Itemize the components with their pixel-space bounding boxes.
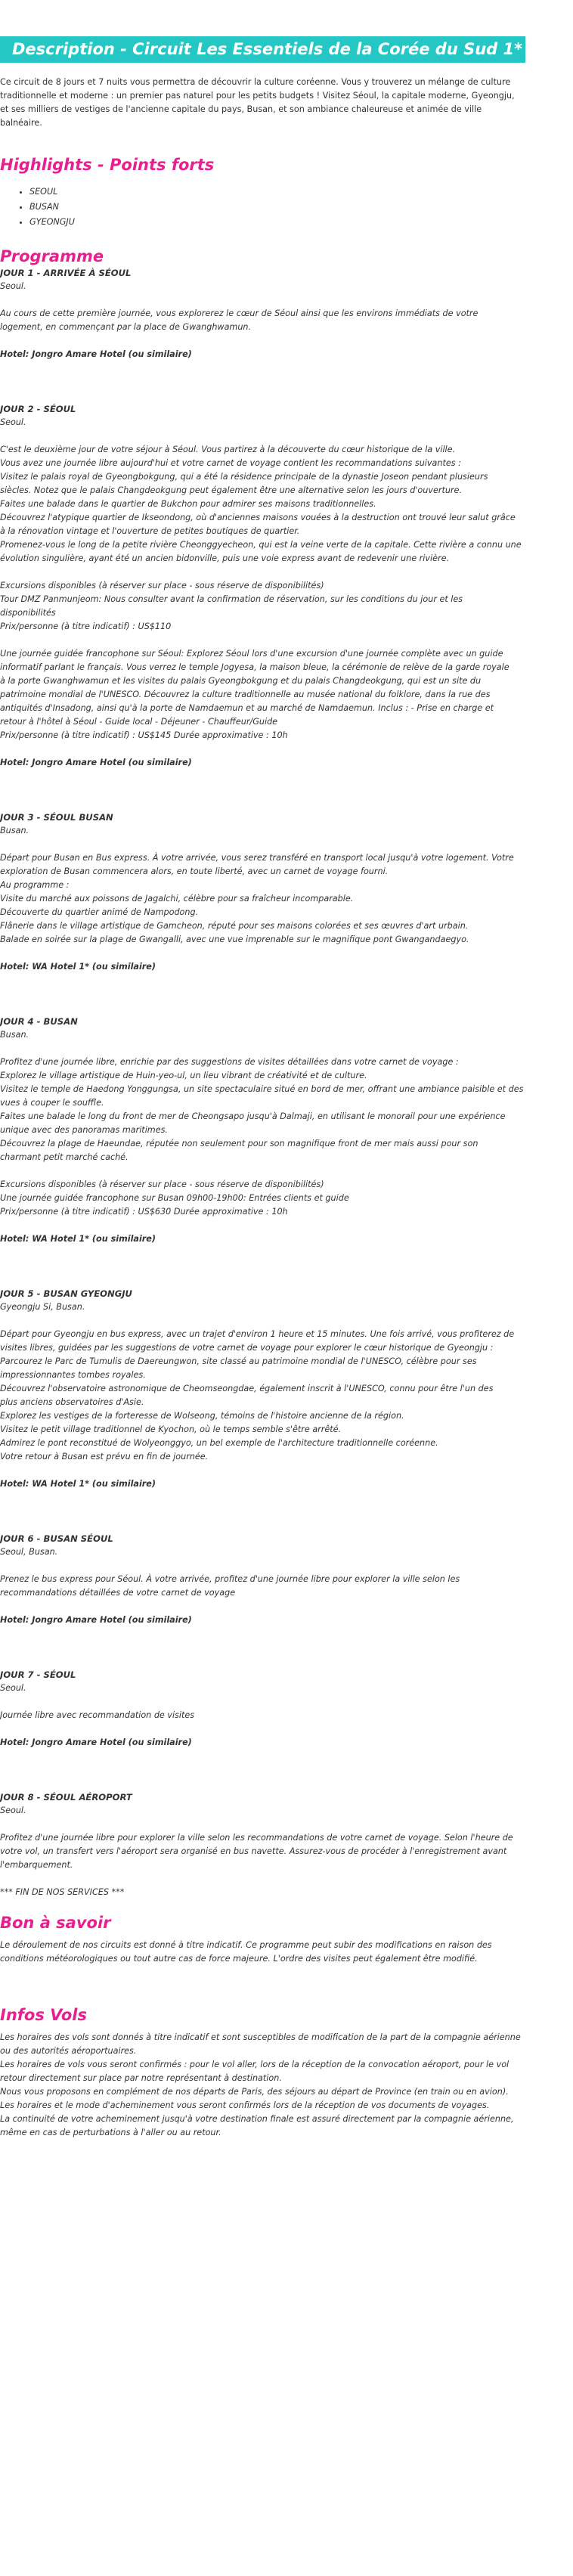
day-description-line: impressionnantes tombes royales.	[0, 1370, 146, 1380]
day-location: Busan.	[0, 826, 29, 835]
intro-line: Ce circuit de 8 jours et 7 nuits vous permettra de découvrir la culture coréenne. Vous y trouverez un mélange de culture	[0, 77, 511, 87]
highlights-heading: Highlights - Points forts	[0, 156, 215, 174]
day-description-line: votre vol, un transfert vers l'aéroport sera organisé en bus navette. Assurez-vous de procéder à l'enregistrement avant	[0, 1846, 507, 1856]
day-hotel: Hotel: WA Hotel 1* (ou similaire)	[0, 1479, 156, 1489]
highlight-item: • GYEONGJU	[29, 215, 573, 230]
infos-vols-line: retour directement sur place par notre représentant à destination.	[0, 2073, 282, 2083]
day-description-line: unique avec des panoramas maritimes.	[0, 1125, 168, 1135]
day-description-line: siècles. Notez que le palais Changdeokgung peut également être une alternative selon les jours d'ouverture.	[0, 485, 462, 495]
day-section	[0, 402, 573, 770]
day-description-line: Faites une balade dans le quartier de Bukchon pour admirer ses maisons traditionnelles.	[0, 499, 376, 509]
page-title: Description - Circuit Les Essentiels de la Corée du Sud 1*	[0, 36, 525, 63]
excursion-line: Prix/personne (à titre indicatif) : US$110	[0, 622, 172, 631]
day-hotel: Hotel: Jongro Amare Hotel (ou similaire)	[0, 758, 192, 767]
infos-vols-text	[0, 2031, 573, 2140]
day-title: JOUR 5 - BUSAN GYEONGJU	[0, 1288, 132, 1299]
day-description-line: Départ pour Gyeongju en bus express, avec un trajet d'environ 1 heure et 15 minutes. Une fois arrivé, vous profiterez de	[0, 1329, 515, 1339]
infos-vols-line: même en cas de perturbations à l'aller ou au retour.	[0, 2128, 221, 2137]
intro-text	[0, 76, 573, 130]
excursion-line: Excursions disponibles (à réserver sur place - sous réserve de disponibilités)	[0, 1180, 324, 1189]
day-description-line: Explorez le village artistique de Huin-yeo-ul, un lieu vibrant de créativité et de culture.	[0, 1071, 367, 1080]
day-description-line: Explorez les vestiges de la forteresse de Wolseong, témoins de l'histoire ancienne de la région.	[0, 1411, 404, 1421]
intro-line: balnéaire.	[0, 118, 42, 128]
day-description-line: logement, en commençant par la place de Gwanghwamun.	[0, 322, 252, 332]
excursion-detail-line: informatif parlant le français. Vous verrez le temple Jogyesa, la maison bleue, la cérémonie de relève de la garde royale	[0, 662, 510, 672]
programme-days	[0, 266, 573, 1899]
day-hotel: Hotel: Jongro Amare Hotel (ou similaire)	[0, 1737, 192, 1747]
day-description-line: à la rénovation vintage et l'ouverture de petites boutiques de quartier.	[0, 526, 300, 536]
day-description-line: visites libres, guidées par les suggestions de votre carnet de voyage pour explorer le cœur historique de Gyeongju :	[0, 1343, 494, 1353]
day-section	[0, 1668, 573, 1750]
infos-vols-line: ou des autorités aéroportuaires.	[0, 2046, 137, 2056]
highlights-list	[0, 184, 573, 230]
day-title: JOUR 4 - BUSAN	[0, 1016, 78, 1027]
day-description-line: Prenez le bus express pour Séoul. À votre arrivée, profitez d'une journée libre pour explorer la ville selon les	[0, 1574, 460, 1584]
day-title: JOUR 8 - SÉOUL AÉROPORT	[0, 1792, 132, 1803]
day-description-line: Vous avez une journée libre aujourd'hui et votre carnet de voyage contient les recommandations suivantes :	[0, 458, 461, 468]
day-description-line: Découvrez l'atypique quartier de Ikseondong, où d'anciennes maisons vouées à la destruction ont trouvé leur salut grâce	[0, 513, 516, 522]
day-hotel: Hotel: WA Hotel 1* (ou similaire)	[0, 1234, 156, 1244]
day-title: JOUR 6 - BUSAN SÉOUL	[0, 1533, 113, 1544]
excursion-line: disponibilités	[0, 608, 56, 618]
day-description-line: Au programme :	[0, 880, 70, 890]
excursion-detail-line: Prix/personne (à titre indicatif) : US$145 Durée approximative : 10h	[0, 730, 288, 740]
excursion-detail-line: retour à l'hôtel à Séoul - Guide local - Déjeuner - Chauffeur/Guide	[0, 717, 278, 727]
day-title: JOUR 3 - SÉOUL BUSAN	[0, 812, 113, 823]
day-location: Busan.	[0, 1030, 29, 1040]
day-description-line: Visitez le palais royal de Gyeongbokgung, qui a été la résidence principale de la dynastie Joseon pendant plusieurs	[0, 472, 488, 482]
infos-vols-line: La continuité de votre acheminement jusqu'à votre destination finale est assuré directement par la compagnie aérienne,	[0, 2114, 514, 2124]
day-description-line: Votre retour à Busan est prévu en fin de journée.	[0, 1452, 209, 1462]
day-description-line: Parcourez le Parc de Tumulis de Daereungwon, site classé au patrimoine mondial de l'UNESCO, célèbre pour ses	[0, 1356, 477, 1366]
day-title: JOUR 7 - SÉOUL	[0, 1669, 76, 1680]
page	[0, 36, 573, 2140]
day-location: Seoul.	[0, 281, 26, 291]
day-description-line: Admirez le pont reconstitué de Wolyeonggyo, un bel exemple de l'architecture traditionnelle coréenne.	[0, 1438, 438, 1448]
day-section	[0, 266, 573, 361]
day-description-line: Au cours de cette première journée, vous explorerez le cœur de Séoul ainsi que les environs immédiats de votre	[0, 308, 479, 318]
infos-vols-line: Les horaires de vols vous seront confirmés : pour le vol aller, lors de la réception de la convocation aéroport, pour le vol	[0, 2060, 510, 2069]
day-location: Seoul.	[0, 417, 26, 427]
day-description-line: C'est le deuxième jour de votre séjour à Séoul. Vous partirez à la découverte du cœur historique de la ville.	[0, 445, 456, 454]
day-description-line: Journée libre avec recommandation de visites	[0, 1710, 195, 1720]
day-hotel: Hotel: Jongro Amare Hotel (ou similaire)	[0, 349, 192, 359]
bon-a-savoir-heading: Bon à savoir	[0, 1914, 111, 1932]
day-description-line: Promenez-vous le long de la petite rivière Cheonggyecheon, qui est la veine verte de la capitale. Cette rivière a connu une	[0, 540, 522, 550]
day-description-line: Visitez le petit village traditionnel de Kyochon, où le temps semble s'être arrêté.	[0, 1424, 342, 1434]
excursion-line: Excursions disponibles (à réserver sur place - sous réserve de disponibilités)	[0, 581, 324, 591]
excursion-detail-line: Une journée guidée francophone sur Séoul: Explorez Séoul lors d'une excursion d'une journée complète avec un guide	[0, 649, 503, 659]
day-section	[0, 1287, 573, 1491]
day-description-line: évolution singulière, ayant été un ancien bidonville, puis une voie express avant de redevenir une rivière.	[0, 553, 450, 563]
day-location: Gyeongju Si, Busan.	[0, 1302, 85, 1312]
excursion-detail-line: patrimoine mondial de l'UNESCO. Découvrez la culture traditionnelle au musée national du folklore, dans la rue des	[0, 690, 491, 699]
day-description-line: Départ pour Busan en Bus express. À votre arrivée, vous serez transféré en transport local jusqu'à votre logement. Votre	[0, 853, 514, 863]
day-description-line: exploration de Busan commencera alors, en toute liberté, avec un carnet de voyage fourni.	[0, 866, 389, 876]
day-description-line: l'embarquement.	[0, 1860, 73, 1870]
bon-a-savoir-text	[0, 1939, 573, 1966]
bon-a-savoir-line: Le déroulement de nos circuits est donné à titre indicatif. Ce programme peut subir des modifications en raison des	[0, 1940, 492, 1950]
day-title: JOUR 1 - ARRIVÉE À SÉOUL	[0, 268, 132, 278]
intro-line: et ses milliers de vestiges de l'ancienne capitale du pays, Busan, et son ambiance chaleureuse et animée de ville	[0, 104, 482, 114]
day-section	[0, 1015, 573, 1246]
day-description-line: Visite du marché aux poissons de Jagalchi, célèbre pour sa fraîcheur incomparable.	[0, 894, 354, 904]
infos-vols-line: Nous vous proposons en complément de nos départs de Paris, des séjours au départ de Province (en train ou en avion).	[0, 2087, 509, 2097]
day-hotel: Hotel: Jongro Amare Hotel (ou similaire)	[0, 1615, 192, 1625]
day-description-line: Profitez d'une journée libre pour explorer la ville selon les recommandations de votre carnet de voyage. Selon l'heure de	[0, 1833, 513, 1843]
day-description-line: Flânerie dans le village artistique de Gamcheon, réputé pour ses maisons colorées et ses œuvres d'art urbain.	[0, 921, 469, 931]
bon-a-savoir-line: conditions météorologiques ou tout autre cas de force majeure. L'ordre des visites peut également être modifié.	[0, 1954, 478, 1964]
infos-vols-line: Les horaires et le mode d'acheminement vous seront confirmés lors de la réception de vos documents de voyages.	[0, 2100, 490, 2110]
infos-vols-heading: Infos Vols	[0, 2006, 87, 2024]
infos-vols-line: Les horaires des vols sont donnés à titre indicatif et sont susceptibles de modification de la part de la compagnie aérienne	[0, 2032, 521, 2042]
day-section	[0, 1790, 573, 1899]
intro-line: traditionnelle et moderne : un premier pas naturel pour les petits budgets ! Visitez Séoul, la capitale moderne, Gyeongju,	[0, 91, 515, 101]
day-location: Seoul.	[0, 1806, 26, 1815]
day-description-line: Découvrez la plage de Haeundae, réputée non seulement pour son magnifique front de mer mais aussi pour son	[0, 1139, 479, 1149]
day-location: Seoul, Busan.	[0, 1547, 58, 1557]
day-description-line: Découvrez l'observatoire astronomique de Cheomseongdae, également inscrit à l'UNESCO, connu pour être l'un des	[0, 1384, 494, 1393]
day-description-line: Balade en soirée sur la plage de Gwangalli, avec une vue imprenable sur le magnifique pont Gwangandaegyo.	[0, 935, 469, 944]
day-description-line: vues à couper le souffle.	[0, 1098, 104, 1108]
day-description-line: Faites une balade le long du front de mer de Cheongsapo jusqu'à Dalmaji, en utilisant le monorail pour une expérience	[0, 1111, 506, 1121]
excursion-line: Prix/personne (à titre indicatif) : US$630 Durée approximative : 10h	[0, 1207, 288, 1217]
highlight-item: • BUSAN	[29, 200, 573, 215]
excursion-line: Une journée guidée francophone sur Busan 09h00-19h00: Entrées clients et guide	[0, 1193, 349, 1203]
excursion-detail-line: antiquités d'Insadong, ainsi qu'à la porte de Namdaemun et au marché de Namdaemun. Inclus : - Prise en charge et	[0, 703, 494, 713]
highlight-item: • SEOUL	[29, 184, 573, 200]
day-description-line: recommandations détaillées de votre carnet de voyage	[0, 1588, 236, 1598]
excursion-detail-line: à la porte Gwanghwamun et les visites du palais Gyeongbokgung et du palais Changdeokgung, qui est un site du	[0, 676, 482, 686]
excursion-line: Tour DMZ Panmunjeom: Nous consulter avant la confirmation de réservation, sur les conditions du jour et les	[0, 594, 463, 604]
day-description-line: Découverte du quartier animé de Nampodong.	[0, 907, 199, 917]
day-description-line: Profitez d'une journée libre, enrichie par des suggestions de visites détaillées dans votre carnet de voyage :	[0, 1057, 459, 1067]
day-section	[0, 811, 573, 974]
day-description-line: plus anciens observatoires d'Asie.	[0, 1397, 144, 1407]
day-description-line: charmant petit marché caché.	[0, 1152, 129, 1162]
day-section	[0, 1532, 573, 1627]
day-title: JOUR 2 - SÉOUL	[0, 404, 76, 414]
programme-heading: Programme	[0, 247, 104, 265]
day-location: Seoul.	[0, 1683, 26, 1693]
day-hotel: Hotel: WA Hotel 1* (ou similaire)	[0, 962, 156, 972]
end-of-services: *** FIN DE NOS SERVICES ***	[0, 1887, 125, 1897]
day-description-line: Visitez le temple de Haedong Yonggungsa, un site spectaculaire situé en bord de mer, offrant une ambiance paisible et des	[0, 1084, 524, 1094]
